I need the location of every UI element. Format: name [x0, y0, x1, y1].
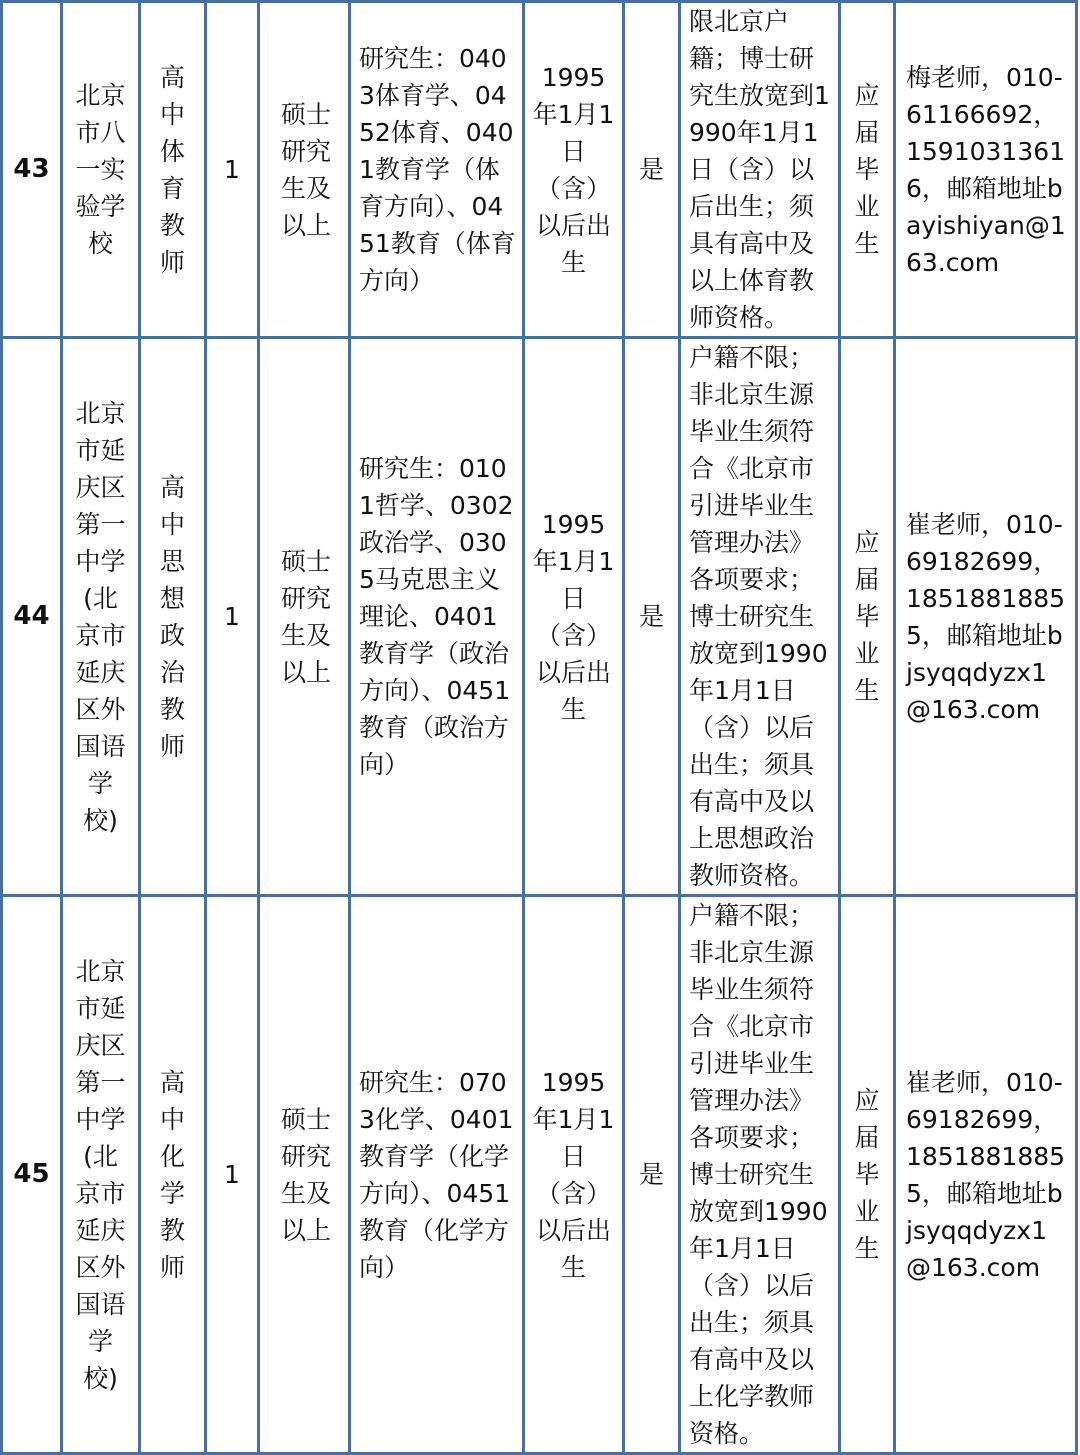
education-cell: 硕士研究生及以上 — [259, 896, 350, 1454]
graduate-cell: 应届毕业生 — [840, 2, 895, 338]
yes-cell: 是 — [624, 2, 680, 338]
table-row — [2, 896, 1077, 1454]
contact-cell: 梅老师，010-61166692，15910313616，邮箱地址bayishiyan@163.com — [895, 2, 1077, 338]
birth-cell: 1995年1月1日（含）以后出生 — [524, 2, 624, 338]
requirements-cell: 户籍不限；非北京生源毕业生须符合《北京市引进毕业生管理办法》各项要求；博士研究生放宽到1990年1月1日（含）以后出生；须具有高中及以上化学教师资格。 — [680, 896, 840, 1454]
requirements-cell: 限北京户籍；博士研究生放宽到1990年1月1日（含）以后出生；须具有高中及以上体育教师资格。 — [680, 2, 840, 338]
count-cell: 1 — [206, 338, 259, 896]
major-cell: 研究生：0703化学、0401教育学（化学方向）、0451教育（化学方向） — [350, 896, 524, 1454]
row-number: 44 — [2, 338, 62, 896]
major-cell: 研究生：0403体育学、0452体育、0401教育学（体育方向）、0451教育（体育方向） — [350, 2, 524, 338]
school-cell: 北京市八一实验学校 — [62, 2, 140, 338]
education-cell: 硕士研究生及以上 — [259, 2, 350, 338]
row-number: 43 — [2, 2, 62, 338]
graduate-cell: 应届毕业生 — [840, 896, 895, 1454]
contact-cell: 崔老师，010-69182699，18518818855，邮箱地址bjsyqqdyzx1@163.com — [895, 896, 1077, 1454]
yes-cell: 是 — [624, 338, 680, 896]
birth-cell: 1995年1月1日（含）以后出生 — [524, 338, 624, 896]
birth-cell: 1995年1月1日（含）以后出生 — [524, 896, 624, 1454]
major-cell: 研究生：0101哲学、0302政治学、0305马克思主义理论、0401教育学（政治方向）、0451教育（政治方向） — [350, 338, 524, 896]
table-row — [2, 2, 1077, 338]
row-number: 45 — [2, 896, 62, 1454]
education-cell: 硕士研究生及以上 — [259, 338, 350, 896]
position-cell: 高中思想政治教师 — [140, 338, 206, 896]
school-cell: 北京市延庆区第一中学(北京市延庆区外国语学校) — [62, 338, 140, 896]
requirements-cell: 户籍不限；非北京生源毕业生须符合《北京市引进毕业生管理办法》各项要求；博士研究生放宽到1990年1月1日（含）以后出生；须具有高中及以上思想政治教师资格。 — [680, 338, 840, 896]
yes-cell: 是 — [624, 896, 680, 1454]
contact-cell: 崔老师，010-69182699，18518818855，邮箱地址bjsyqqdyzx1@163.com — [895, 338, 1077, 896]
count-cell: 1 — [206, 2, 259, 338]
position-cell: 高中体育教师 — [140, 2, 206, 338]
position-cell: 高中化学教师 — [140, 896, 206, 1454]
school-cell: 北京市延庆区第一中学(北京市延庆区外国语学校) — [62, 896, 140, 1454]
count-cell: 1 — [206, 896, 259, 1454]
graduate-cell: 应届毕业生 — [840, 338, 895, 896]
table-row — [2, 338, 1077, 896]
